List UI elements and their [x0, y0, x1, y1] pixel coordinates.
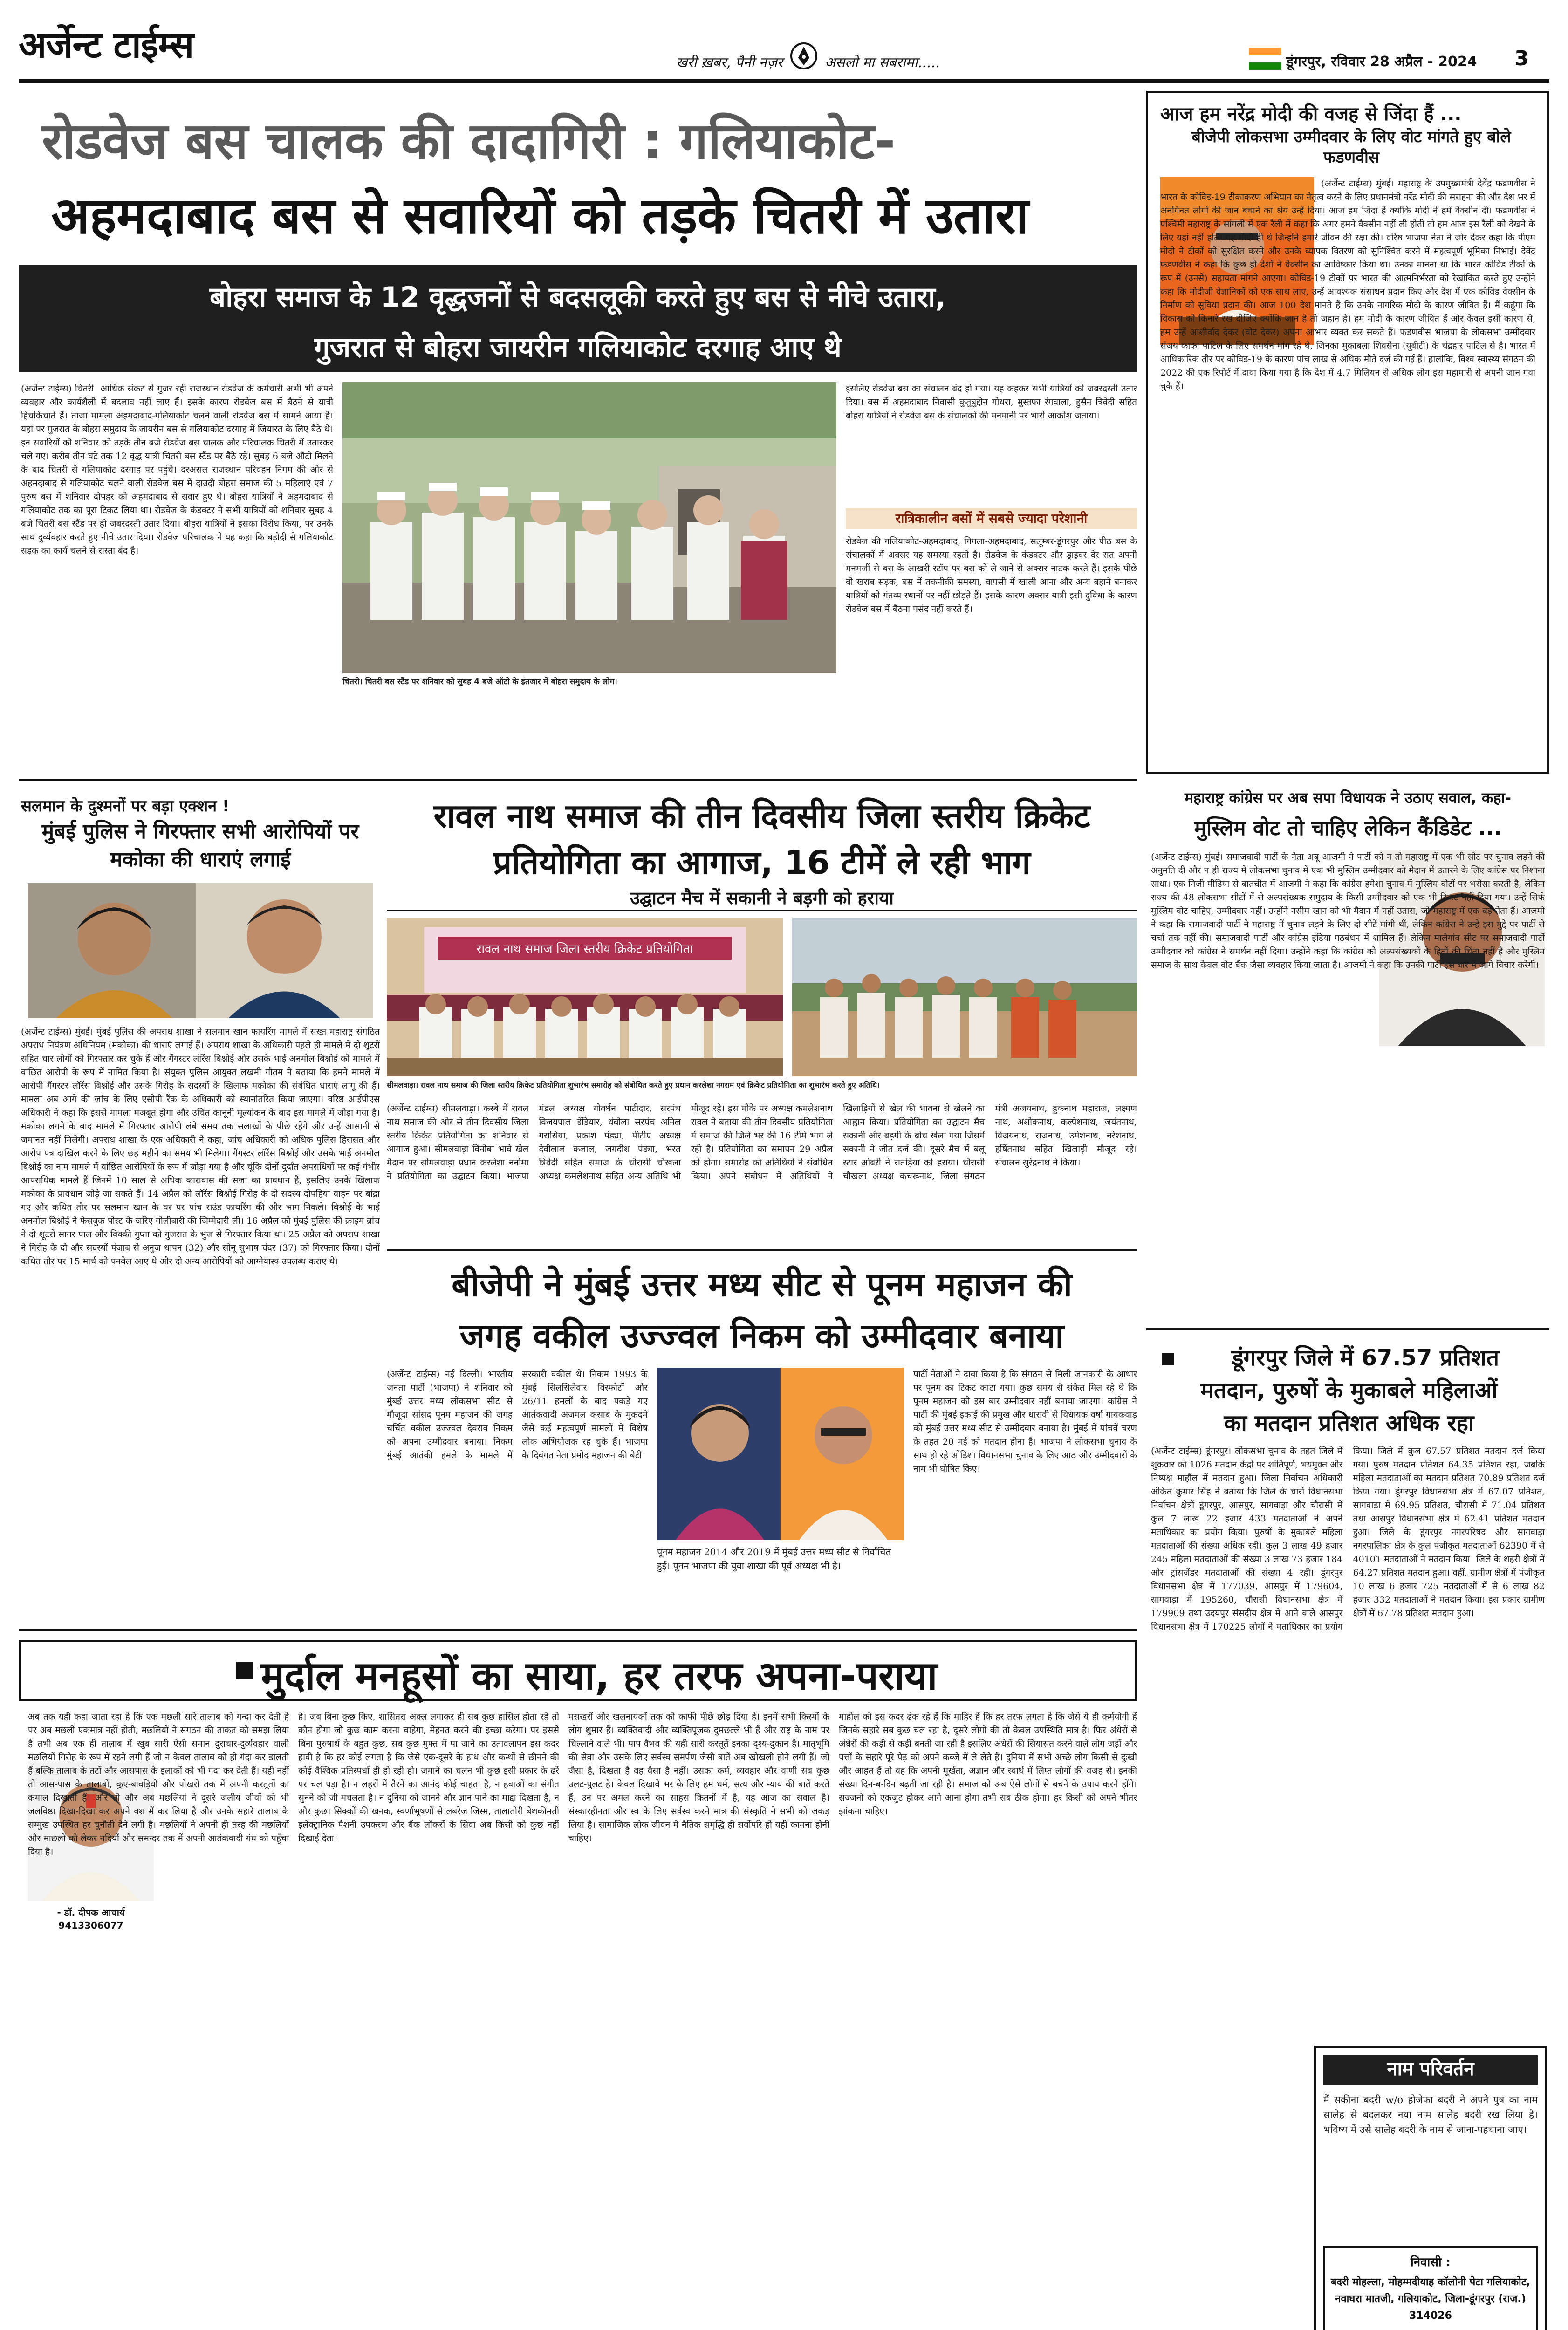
name-change-body: मैं सकीना बदरी w/o होजेफा बदरी ने अपने पुत्र का नाम सालेह से बदलकर नया नाम सालेह बदरी रख लिया है। भविष्य में उसे सालेह बदरी के नाम से जाना-पहचाना जाए।	[1323, 2094, 1538, 2135]
opinion-bullet-icon	[233, 1659, 256, 1682]
lead-col-1: (अर्जेन्ट टाईम्स) चितरी। आर्थिक संकट से गुजर रही राजस्थान रोडवेज के कर्मचारी अभी भी अपने व्यवहार और कार्यशैली में बदलाव नहीं लाए हैं। इसके कारण रोडवेज बस में बैठने से यात्री हिचकिचाते हैं। ताजा मामला अहमदाबाद-गलियाकोट चलने वाली रोडवेज बस में सामने आया है। यहां पर गुजरात के बोहरा समुदाय के जायरीन बस से गलियाकोट दरगाह में जियारत के लिए बैठे थे। इन सवारियों को शनिवार को तड़के तीन बजे रोडवेज बस चालक और परिचालक चितरी में उतारकर चले गए। करीब तीन घंटे तक 12 वृद्ध यात्री चितरी बस स्टैंड पर बैठे रहे। सुबह 6 बजे ऑटो मिलने के बाद चितरी से गलियाकोट दरगाह पर पहुंचे। दरअसल राजस्थान परिवहन निगम की ओर से अहमदाबाद से गलियाकोट चलने वाली रोडवेज बस में दाउदी बोहरा समाज की 5 महिलाएं एवं 7 पुरुष बस में शनिवार दोपहर को अहमदाबाद से सवार हुए थे। बोहरा यात्रियों ने अहमदाबाद से गलियाकोट तक का पूरा टिकट लिया था। रोडवेज के कंडक्टर ने सभी यात्रियों को शनिवार सुबह 4 बजे चितरी बस स्टैंड पर ही जबरदस्ती उतार दिया। बोहरा यात्रियों ने इसका विरोध किया, पर उनके साथ दुर्व्यवहार करते हुए नीचे उतार दिया। रोडवेज परिचालक ने यह कहा कि बड़ोदी से गलियाकोट सड़क का कार्य चलने से रास्ता बंद है।	[21, 384, 333, 556]
right-top-kicker: आज हम नरेंद्र मोदी की वजह से जिंदा हैं ...	[1160, 103, 1462, 125]
lead-col-3: इसलिए रोडवेज बस का संचालन बंद हो गया। यह कहकर सभी यात्रियों को जबरदस्ती उतार दिया। बस में अहमदाबाद निवासी कुतुबुद्दीन गोधरा, मुस्तफा रंगवाला, हुसैन त्रिवेदी सहित बोहरा यात्रियों ने रोडवेज बस के संचालकों की मनमानी पर भारी आक्रोश जताया।	[846, 384, 1137, 421]
cricket-banner-text: रावल नाथ समाज जिला स्तरीय क्रिकेट प्रतियोगिता	[476, 942, 693, 956]
author-phone: 9413306077	[58, 1920, 123, 1931]
nib-logo-icon	[790, 42, 818, 70]
right-mid-body: (अर्जेन्ट टाईम्स) मुंबई। समाजवादी पार्टी के नेता अबू आजमी ने पार्टी को न तो महाराष्ट्र में एक भी सीट पर चुनाव लड़ने की अनुमति दी और न ही राज्य में लोकसभा चुनाव में एक भी मुस्लिम उम्मीदवार को मैदान में उतारने के लिए कांग्रेस पर निशाना साधा। एक निजी मीडिया से बातचीत में आजमी ने कहा कि कांग्रेस हमेशा चुनाव में मुस्लिम वोटों पर भरोसा करती है, लेकिन राज्य की 48 लोकसभा सीटों में से अल्पसंख्यक समुदाय के किसी उम्मीदवार को एक भी टिकट नहीं दिया गया। उन्हें सिर्फ मुस्लिम वोट चाहिए, उम्मीदवार नहीं। उन्होंने नसीम खान को भी मैदान में नहीं उतारा, जो महाराष्ट्र में एक बड़े नेता हैं। आजमी ने कहा कि समाजवादी पार्टी ने महाराष्ट्र में चुनाव लड़ने के लिए दो सीटें मांगी थीं, लेकिन कांग्रेस ने उन्हें इस मुद्दे पर पार्टी से चर्चा तक नहीं की। समाजवादी पार्टी और कांग्रेस इंडिया गठबंधन में शामिल हैं। लेकिन मालेगांव सीट पर समाजवादी पार्टी उम्मीदवार को कांग्रेस ने समर्थन नहीं दिया। उन्होंने कहा कि कांग्रेस को अल्पसंख्यकों के हितों की चिंता नहीं है और मुस्लिम समाज के साथ केवल वोट बैंक जैसा व्यवहार किया जाता है। आजमी ने कहा कि उनकी पार्टी इस बारे में आगे विचार करेगी।	[1151, 852, 1545, 970]
right-top-headline: बीजेपी लोकसभा उम्मीदवार के लिए वोट मांगते हुए बोले फडणवीस	[1191, 128, 1511, 167]
cricket-bottom-rule	[387, 1249, 1137, 1251]
masthead	[19, 14, 1549, 75]
dateline: डूंगरपुर, रविवार 28 अप्रैल - 2024	[1286, 54, 1477, 70]
right-mid-headline: मुस्लिम वोट तो चाहिए लेकिन कैंडिडेट ...	[1194, 816, 1502, 840]
lead-subhead-box	[19, 265, 1137, 372]
cricket-photo-right	[792, 918, 1137, 1076]
poll-headline-3: का मतदान प्रतिशत अधिक रहा	[1224, 1410, 1474, 1436]
tagline-right: असलो मा सबरामा.....	[825, 55, 940, 71]
lead-kicker: रात्रिकालीन बसों में सबसे ज्यादा परेशानी	[846, 508, 1137, 529]
bjp-photo	[657, 1368, 904, 1540]
right-mid-rule	[1146, 1328, 1549, 1330]
opinion-col-1: अब तक यही कहा जाता रहा है कि एक मछली सारे तालाब को गन्दा कर देती है पर अब मछली एकमात्र नहीं होती, मछलियों ने संगठन की ताकत को समझ लिया है तभी अब एक ही तालाब में खूब सारी ऐसी समान दुराचार-दुर्व्यवहार वाली मछलियों गिरोह के रूप में रहने लगी हैं जो न केवल तालाब को ही गंदा कर डालती हैं बल्कि तालाब के तटों और आसपास के इलाकों को भी गंदा कर देती हैं। यही नहीं तो आस-पास के तालाबों, कुए-बावड़ियों और पोखरों तक में अपनी करतूतों का कमाल दिखाती हैं। और तो और अब मछलियां ने दूसरे जलीय जीवों को भी जलविष्ठा दिखा-दिखा कर अपने वश में कर लिया है और उनके सहारे तालाब के सम्मुख उपस्थित हर चुनौती देने लगी है। मछलियों ने अपनी ही तरह की मछलियों और माछलों को लेकर नदियों और समन्दर तक में अपनी आतंकवादी गंध को पहुँचा दिया है।	[28, 1712, 289, 1857]
bjp-headline-1: बीजेपी ने मुंबई उत्तर मध्य सीट से पूनम महाजन की	[452, 1265, 1072, 1304]
lead-bottom-rule	[19, 779, 1137, 781]
bjp-photo-caption: पूनम महाजन 2014 और 2019 में मुंबई उत्तर मध्य सीट से निर्वाचित हुई। पूनम भाजपा की युवा शाखा की पूर्व अध्यक्ष भी है।	[657, 1546, 891, 1571]
lead-photo-caption: चितरी। चितरी बस स्टैंड पर शनिवार को सुबह 4 बजे ऑटो के इंतजार में बोहरा समुदाय के लोग।	[342, 677, 617, 686]
poll-bullet-icon	[1160, 1351, 1176, 1367]
poll-body: (अर्जेन्ट टाईम्स) डूंगरपुर। लोकसभा चुनाव के तहत जिले में शुक्रवार को 1026 मतदान केंद्रों पर शांतिपूर्ण, भयमुक्त और निष्पक्ष माहौल में मतदान हुआ। जिला निर्वाचन अधिकारी अंकित कुमार सिंह ने बताया कि जिले के चारों विधानसभा निर्वाचन क्षेत्रों डूंगरपुर, आसपुर, सागवाड़ा और चौरासी में कुल 7 लाख 22 हजार 433 मतदाताओं ने अपने मताधिकार का प्रयोग किया। पुरुषों के मुकाबले महिला मतदाताओं की संख्या अधिक रही। कुल 3 लाख 49 हजार 245 महिला मतदाताओं की संख्या 3 लाख 73 हजार 184 और ट्रांसजेंडर मतदाताओं की संख्या 4 रही। डूंगरपुर विधानसभा क्षेत्र में 177039, आसपुर में 179604, सागवाड़ा में 195260, चौरासी विधानसभा क्षेत्र में 179909 तथा उदयपुर संसदीय क्षेत्र में आने वाले आसपुर विधानसभा क्षेत्र में 170225 लोगों ने मताधिकार का प्रयोग किया। जिले में कुल 67.57 प्रतिशत मतदान दर्ज किया गया। पुरुष मतदान प्रतिशत 64.35 प्रतिशत रहा, जबकि महिला मतदाताओं का मतदान प्रतिशत 70.89 प्रतिशत दर्ज किया गया। डूंगरपुर विधानसभा क्षेत्र में 67.07 प्रतिशत, सागवाड़ा में 69.95 प्रतिशत, चौरासी में 71.04 प्रतिशत तथा आसपुर विधानसभा क्षेत्र में 62.41 प्रतिशत मतदान हुआ। जिले के डूंगरपुर नगरपरिषद और सागवाड़ा नगरपालिका क्षेत्र के कुल पंजीकृत मतदाताओं 62390 में से 40101 मतदाताओं ने मतदान किया। जिले के शहरी क्षेत्रों में 64.27 प्रतिशत मतदान हुआ। वहीं, ग्रामीण क्षेत्रों में पंजीकृत 10 लाख 6 हजार 725 मतदाताओं में से 6 लाख 82 हजार 332 मतदाताओं ने मतदान किया। इस प्रकार ग्रामीण क्षेत्रों में 67.78 प्रतिशत मतदान हुआ।	[1151, 1446, 1545, 1632]
name-change-address: बदरी मोहल्ला, मोहम्मदीयाह कॉलोनी पेटा गलियाकोट, नवाघरा मातजी, गलियाकोट, जिला-डूंगरपुर (राज.) 314026	[1330, 2276, 1531, 2322]
lead-subhead-1: बोहरा समाज के 12 वृद्धजनों से बदसलूकी करते हुए बस से नीचे उतारा,	[209, 281, 946, 314]
salman-photo	[28, 883, 373, 1018]
masthead-rule	[19, 79, 1549, 83]
lead-headline-2: अहमदाबाद बस से सवारियों को तड़के चितरी में उतारा	[51, 187, 1029, 245]
lead-subhead-2: गुजरात से बोहरा जायरीन गलियाकोट दरगाह आए थे	[314, 331, 842, 364]
salman-headline: मुंबई पुलिस ने गिरफ्तार सभी आरोपियों पर मकोका की धाराएं लगाई	[41, 820, 359, 871]
flag-strip	[1249, 48, 1281, 70]
opinion-headline: मुर्दाल मनहूसों का साया, हर तरफ अपना-पराया	[261, 1653, 938, 1699]
opinion-col-2: है। जब बिना कुछ किए, शासितरा अक्ल लगाकर ही सब कुछ हासिल होता रहे तो कौन होगा जो कुछ काम करना चाहेगा, मेहनत करने की इच्छा करेगा। पर इससे बिना पुरुषार्थ के बहुत कुछ, सब कुछ मुफ्त में पा जाने का उतावलापन इस कदर हावी है कि हर कोई लगता है कि जैसे एक-दूसरे के हाथ और कन्धों से छीनने की कोई वैश्विक प्रतिस्पर्धा ही हो रही हो। जमाने का चलन भी कुछ इसी प्रकार के ढर्रे पर चल पड़ा है। न लहरों में तैरने का आनंद कोई चाहता है, न हवाओं का संगीत सुनने को जी मचलता है। न दुनिया को जानने और ज्ञान पाने का माद्दा दिखता है, न और कुछ। सिक्कों की खनक, स्वर्णाभूषणों से लबरेज जिस्म, तालातोरी बेशकीमती इलेक्ट्रानिक पैशनी उपकरण और बैंक लॉकरों के सिवा अब किसी को कुछ नहीं दिखाई देता।	[298, 1712, 559, 1843]
cricket-caption: सीमलवाड़ा। रावल नाथ समाज की जिला स्तरीय क्रिकेट प्रतियोगिता शुभारंभ समारोह को संबोधित करते हुए प्रधान करलेशा नगराम एवं क्रिकेट प्रतियोगिता का शुभारंभ करते हुए अतिथि।	[387, 1081, 880, 1090]
poll-headline-2: मतदान, पुरुषों के मुकाबले महिलाओं	[1200, 1377, 1498, 1404]
name-change-title: नाम परिवर्तन	[1323, 2055, 1538, 2085]
cricket-headline-1: रावल नाथ समाज की तीन दिवसीय जिला स्तरीय क्रिकेट	[433, 797, 1090, 835]
bjp-headline-2: जगह वकील उज्ज्वल निकम को उम्मीदवार बनाया	[459, 1316, 1064, 1355]
tagline-left: खरी ख़बर, पैनी नज़र	[676, 55, 783, 71]
author-name: - डॉ. दीपक आचार्य	[57, 1907, 125, 1918]
cricket-subhead-rule	[387, 910, 1137, 911]
bjp-body-left: (अर्जेन्ट टाईम्स) नई दिल्ली। भारतीय जनता पार्टी (भाजपा) ने शनिवार को मुंबई उत्तर मध्य लोकसभा सीट से मौजूदा सांसद पूनम महाजन की जगह चर्चित वकील उज्ज्वल देवराव निकम को अपना उम्मीदवार बनाया। निकम मुंबई आतंकी हमले के मामले में सरकारी वकील थे। निकम 1993 के मुंबई सिलसिलेवार विस्फोटों और 26/11 हमलों के बाद पकड़े गए आतंकवादी अजमल कसाब के मुकदमे जैसे कई महत्वपूर्ण मामलों में विशेष लोक अभियोजक रह चुके हैं। भाजपा के दिवंगत नेता प्रमोद महाजन की बेटी	[387, 1369, 648, 1460]
right-top-body: (अर्जेन्ट टाईम्स) मुंबई। महाराष्ट्र के उपमुख्यमंत्री देवेंद्र फडणवीस ने भारत के कोविड-19 टीकाकरण अभियान का नेतृत्व करने के लिए प्रधानमंत्री नरेंद्र मोदी की सराहना की और देश भर में अनगिनत लोगों की जान बचाने का श्रेय उन्हें दिया। आज हम जिंदा हैं क्योंकि मोदी ने हमें वैक्सीन दी। फडणवीस ने पश्चिमी महाराष्ट्र के सांगली में एक रैली में कहा कि अगर हमने वैक्सीन नहीं ली होती तो हम आज इस रैली को देखने के लिए यहां नहीं होते। यह मोदी ही थे जिन्होंने हमारे जीवन की रक्षा की। वरिष्ठ भाजपा नेता ने जोर देकर कहा कि पीएम मोदी ने टीकों को सुरक्षित करने और उनके व्यापक वितरण को सुनिश्चित करने में महत्वपूर्ण भूमिका निभाई। देवेंद्र फडणवीस ने कहा कि कुछ ही देशों ने वैक्सीन का आविष्कार किया था। उनका मानना था कि भारत कोविड टीकों के रूप में (उनसे) सहायता मांगने आएगा। कोविड-19 टीकों पर भारत की आत्मनिर्भरता को रेखांकित करते हुए उन्होंने कहा कि मोदीजी वैज्ञानिकों को एक साथ लाए, उन्हें आवश्यक संसाधन प्रदान किए और देश में एक कोविड वैक्सीन के निर्माण को सुविधा प्रदान की। आज 100 देश मानते हैं कि उनके नागरिक मोदी के कारण जीवित हैं। मैं कहूंगा कि विकास को किनारे रख दीजिए क्योंकि जान है तो जहान है। हम मोदी के कारण जीवित हैं और केवल इसी कारण से, हम उन्हें आशीर्वाद देकर (वोट देकर) अपना आभार व्यक्त कर सकते हैं। फडणवीस भाजपा के लोकसभा उम्मीदवार संजय काका पाटिल के लिए समर्थन मांग रहे थे, जिनका मुकाबला शिवसेना (यूबीटी) के चंद्रहार पाटिल से है। भारत में आधिकारिक तौर पर कोविड-19 के कारण पांच लाख से अधिक मौतें दर्ज की गई हैं। हालांकि, विश्व स्वास्थ्य संगठन की 2022 की एक रिपोर्ट में दावा किया गया है कि देश में 4.7 मिलियन से अधिक लोग इस महामारी से अपनी जान गंवा चुके हैं।	[1160, 178, 1535, 391]
page-number: 3	[1514, 47, 1529, 70]
name-change-address-label: निवासी :	[1410, 2255, 1451, 2269]
poll-headline-1: डूंगरपुर जिले में 67.57 प्रतिशत	[1231, 1345, 1500, 1371]
salman-body: (अर्जेन्ट टाईम्स) मुंबई। मुंबई पुलिस की अपराध शाखा ने सलमान खान फायरिंग मामले में सख्त महाराष्ट्र संगठित अपराध नियंत्रण अधिनियम (मकोका) की धाराएं लगाई हैं। अपराध शाखा के अधिकारी पहले ही मामले में दो शूटरों सहित चार लोगों को गिरफ्तार कर चुके हैं और गैंगस्टर लॉरेंस बिश्नोई और उसके भाई अनमोल बिश्नोई को मामले में वांछित आरोपी के रूप में नामित किया है। संयुक्त पुलिस आयुक्त लखमी गौतम ने बताया कि हमने मामले में आरोपी गैंगस्टर लॉरेंस बिश्नोई और उसके गिरोह के सदस्यों के खिलाफ मकोका की संबंधित धाराएं लागू की हैं। मामला अब आगे की जांच के लिए एसीपी रैंक के अधिकारी को स्थानांतरित किया जाएगा। वरिष्ठ आईपीएस अधिकारी ने कहा कि इससे मामला मजबूत होगा और उचित कानूनी मूल्यांकन के बाद इस मामले में जोड़ा गया है। मकोका लगने के बाद मामले में गिरफ्तार आरोपी लंबे समय तक सलाखों के पीछे रहेंगे और उन्हें आसानी से जमानत नहीं मिलेगी। अपराध शाखा के एक अधिकारी ने कहा, जांच अधिकारी को अधिक पुलिस हिरासत और आरोप पत्र दाखिल करने के लिए छह महीने का समय भी मिलेगा। गैंगस्टर लॉरेंस बिश्नोई और उसके भाई अनमोल बिश्नोई का नाम मामले में वांछित आरोपियों के रूप में जोड़ा गया है और चूंकि दोनों दुर्दांत अपराधियों पर कई गंभीर आपराधिक मामले हैं जिनमें 10 साल से अधिक कारावास की सजा का प्रावधान है, इसलिए उनके खिलाफ मकोका के प्रावधान जोड़े जा सकते हैं। 14 अप्रैल को लॉरेंस बिश्नोई गिरोह के दो सदस्य दोपहिया वाहन पर बांद्रा गए और कथित तौर पर सलमान खान के घर पर पांच राउंड फायरिंग की और भाग निकले। बिश्नोई के भाई अनमोल बिश्नोई ने फेसबुक पोस्ट के जरिए गोलीबारी की जिम्मेदारी ली। 16 अप्रैल को मुंबई पुलिस की क्राइम ब्रांच ने दो शूटरों सागर पाल और विक्की गुप्ता को गुजरात के भुज से गिरफ्तार किया था। 25 अप्रैल को अपराध शाखा ने गिरोह के दो और सदस्यों पंजाब से अनुज थापन (32) और सोनू सुभाष चंदर (37) को गिरफ्तार किया। दोनों कथित तौर पर 15 मार्च को पनवेल आए थे और दो अन्य आरोपियों को आग्नेयास्त्र उपलब्ध कराए थे।	[21, 1027, 380, 1267]
salman-kicker: सलमान के दुश्मनों पर बड़ा एक्शन !	[21, 797, 230, 816]
lead-headline-1: रोडवेज बस चालक की दादागिरी : गलियाकोट-	[42, 112, 896, 171]
lead-photo	[342, 382, 836, 673]
cricket-subhead: उद्घाटन मैच में सकानी ने बड़गी को हराया	[630, 888, 894, 908]
cricket-photo-left	[387, 918, 783, 1076]
paper-name: अर्जेन्ट टाईम्स	[19, 24, 194, 66]
right-mid-kicker: महाराष्ट्र कांग्रेस पर अब सपा विधायक ने उठाए सवाल, कहा-	[1184, 789, 1512, 807]
bjp-body-right: पार्टी नेताओं ने दावा किया है कि संगठन से मिली जानकारी के आधार पर पूनम का टिकट काटा गया। कुछ समय से संकेत मिल रहे थे कि पूनम महाजन को इस बार उम्मीदवार नहीं बनाया जाएगा। कांग्रेस ने पार्टी की मुंबई इकाई की प्रमुख और धारावी से विधायक वर्षा गायकवाड़ को मुंबई उत्तर मध्य सीट से उम्मीदवार बनाया है। मुंबई में पांचवें चरण के तहत 20 मई को मतदान होना है। भाजपा ने लोकसभा चुनाव के साथ हो रहे ओडिशा विधानसभा चुनाव के लिए आठ और उम्मीदवारों के नाम भी घोषित किए।	[913, 1369, 1137, 1474]
opinion-col-4: माहौल को इस कदर ढंक रहे हैं कि माहिर हैं कि हर तरफ लगता है कि जैसे ये ही कर्मयोगी हैं जिनके सहारे सब कुछ चल रहा है, दूसरे लोगों की तो केवल उपस्थिति मात्र है। फिर अंधेरों से अंधेरों की कड़ी से कड़ी बनती जा रही है इसलिए अंधेरों की सियासत करने वाले लोग जड़ों और पत्तों के सहारे पूरे पेड़ को अपने कब्जे में ले लेते हैं। दुनिया में सभी अच्छे लोग किसी से दुःखी और आहत हैं तो वह कि अपनी मूर्खता, अज्ञान और स्वार्थ में लिप्त लोगों की वजह से। इनकी संख्या दिन-ब-दिन बढ़ती जा रही है। समाज को अब ऐसे लोगों से बचने के उपाय करने होंगे। सज्जनों को एकजुट होकर आगे आना होगा तभी सब ठीक होगा। हर किसी को अपने भीतर झांकना चाहिए।	[839, 1712, 1137, 1816]
opinion-col-3: मसखरों और खलनायकों तक को काफी पीछे छोड़ दिया है। इनमें सभी किस्मों के लोग शुमार हैं। व्यक्तिवादी और व्यक्तिपूजक दुमछल्ले भी हैं और राष्ट्र के नाम पर चिल्लाने वाले भी। पाप वैभव की यही सारी करतूतें इनका दृश्य-दुकान है। मातृभूमि की सेवा और उसके लिए सर्वस्व समर्पण जैसी बातें अब खोखली होने लगी हैं। जो जैसा है, दिखता है वह वैसा है नहीं। उसका कर्म, व्यवहार और वाणी सब कुछ उलट-पुलट है। केवल दिखावे भर के लिए हम धर्म, सत्य और न्याय की बातें करते हैं, उन पर अमल करने का साहस कितनों में है, यह आज का सवाल है। संस्कारहीनता और स्व के लिए सर्वस्व करने मात्र की संस्कृति ने सभी को जकड़ लिया है। सामाजिक लोक जीवन में नैतिक समृद्धि ही सर्वोपरि हो यही कामना होनी चाहिए।	[568, 1712, 829, 1843]
cricket-headline-2: प्रतियोगिता का आगाज, 16 टीमें ले रही भाग	[493, 843, 1031, 882]
cricket-body: (अर्जेन्ट टाईम्स) सीमलवाड़ा। कस्बे में रावल नाथ समाज की ओर से तीन दिवसीय जिला स्तरीय क्रिकेट प्रतियोगिता का शनिवार से आगाज हुआ। सीमलवाड़ा विनोबा भावे खेल मैदान पर सीमलवाड़ा प्रधान करलेशा ननोमा ने प्रतियोगिता का उद्घाटन किया। भाजपा मंडल अध्यक्ष गोवर्धन पाटीदार, सरपंच विजयपाल डेंडियार, धंबोला सरपंच अनिल गरासिया, प्रकाश पंड्या, पीटीए अध्यक्ष देवीलाल कलाल, जगदीश पंड्या, भरत त्रिवेदी सहित समाज के चौरासी चौखला अध्यक्ष कमलेशनाथ सहित अन्य अतिथि भी मौजूद रहे। इस मौके पर अध्यक्ष कमलेशनाथ रावल ने बताया की तीन दिवसीय प्रतियोगिता में समाज की जिले भर की 16 टीमें भाग ले रही है। प्रतियोगिता का समापन 29 अप्रैल को होगा। समारोह को अतिथियों ने संबोधित किया। अपने संबोधन में अतिथियों ने खिलाड़ियों से खेल की भावना से खेलने का आह्वान किया। प्रतियोगिता का उद्घाटन मैच सकानी और बड़गी के बीच खेला गया जिसमें सकानी ने जीत दर्ज की। दूसरे मैच में बलू स्टार ओबरी ने रातड़िया को हराया। चौरासी चौखला अध्यक्ष कचरूनाथ, जिला संगठन मंत्री अजयनाथ, हुकनाथ महाराज, लक्ष्मण नाथ, अशोकनाथ, कल्पेशनाथ, जयंतनाथ, विजयनाथ, राजनाथ, उमेशनाथ, नरेशनाथ, हर्षितनाथ सहित खिलाड़ी मौजूद रहे। संचालन सुरेंद्रनाथ ने किया।	[387, 1103, 1137, 1181]
lead-col-3b: रोडवेज की गलियाकोट-अहमदाबाद, गिगला-अहमदाबाद, सलूम्बर-डूंगरपुर और पीठ बस के संचालकों में अक्सर यह समस्या रहती है। रोडवेज के कंडक्टर और ड्राइवर देर रात अपनी मनमर्जी से बस के आखरी स्टॉप पर बस को ले जाने से अक्सर नाटक करते हैं। इसके पीछे वो खराब सड़क, बस में तकनीकी समस्या, वापसी में खाली आना और अन्य बहाने बनाकर यात्रियों को गंतव्य स्थानों पर नहीं छोड़ते हैं। इसके कारण अक्सर यात्री इसी दुविधा के कारण रोडवेज बस में बैठना पसंद नहीं करते हैं।	[846, 536, 1137, 614]
opinion-top-rule	[19, 1629, 1137, 1631]
